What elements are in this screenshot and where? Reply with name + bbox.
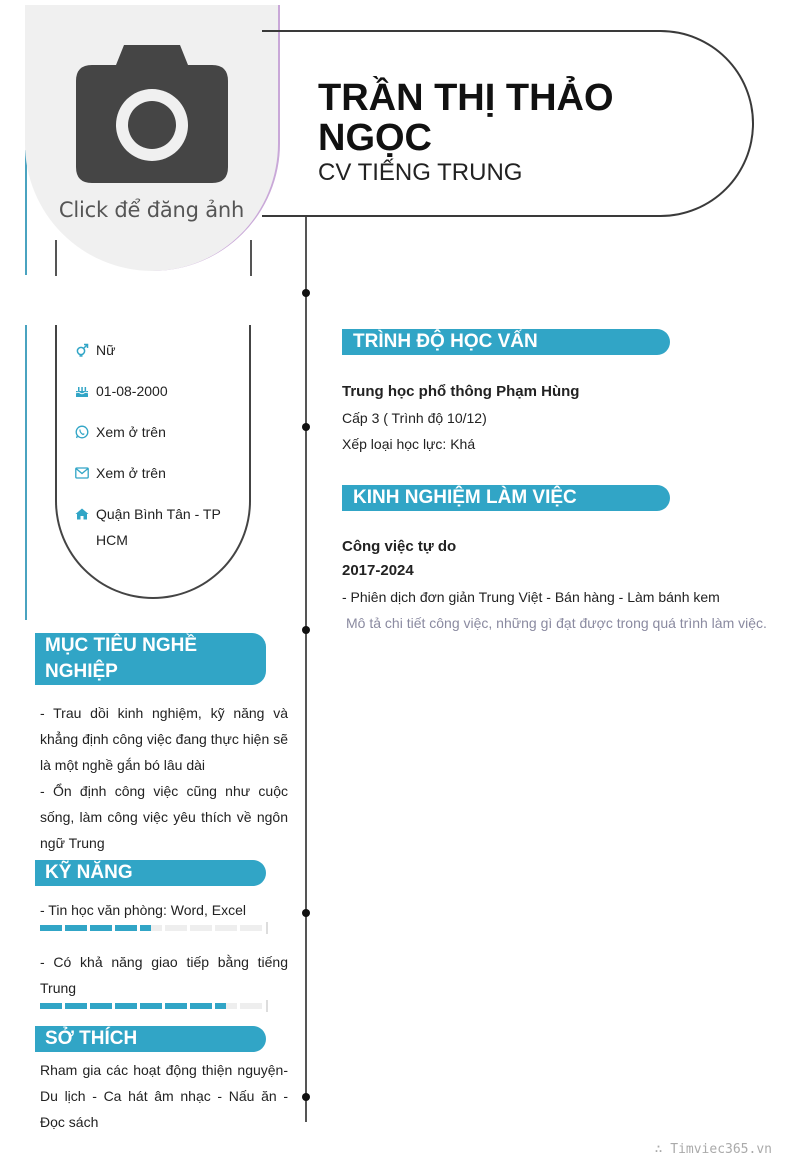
timeline-dot <box>302 909 310 917</box>
info-phone[interactable]: Xem ở trên <box>75 419 250 445</box>
education-heading[interactable]: TRÌNH ĐỘ HỌC VẤN <box>342 329 670 355</box>
timeline-dot <box>302 626 310 634</box>
objective-paragraph[interactable]: - Ổn định công việc cũng như cuộc sống, làm công việc yêu thích về ngôn ngữ Trung <box>40 783 288 851</box>
skill-level-bar <box>40 1002 268 1010</box>
hobbies-text[interactable]: Rham gia các hoạt động thiện nguyện- Du lịch - Ca hát âm nhạc - Nấu ăn - Đọc sách <box>40 1062 288 1130</box>
hobbies-heading[interactable]: SỞ THÍCH <box>35 1026 266 1052</box>
camera-icon <box>76 45 228 188</box>
experience-description-placeholder[interactable]: Mô tả chi tiết công việc, những gì đạt được trong quá trình làm việc. <box>346 615 767 631</box>
info-gender[interactable]: Nữ <box>75 337 250 363</box>
gender-icon <box>75 337 96 363</box>
experience-title[interactable]: Công việc tự do <box>342 538 457 555</box>
info-address[interactable]: Quận Bình Tân - TP HCM <box>75 501 250 553</box>
left-accent-line-bottom <box>25 325 27 620</box>
education-level[interactable]: Cấp 3 ( Trình độ 10/12) <box>342 410 487 426</box>
personal-info-list <box>75 337 250 561</box>
education-grade[interactable]: Xếp loại học lực: Khá <box>342 436 476 452</box>
experience-heading[interactable]: KINH NGHIỆM LÀM VIỆC <box>342 485 670 511</box>
skill-item[interactable]: - Có khả năng giao tiếp bằng tiếng Trung <box>40 954 288 996</box>
objective-heading[interactable]: MỤC TIÊU NGHỀ NGHIỆP <box>35 633 266 685</box>
bracket-line-left <box>55 240 57 276</box>
bracket-line-right <box>250 240 252 276</box>
birthday-cake-icon <box>75 378 96 404</box>
cv-subtitle[interactable]: CV TIẾNG TRUNG <box>318 159 523 186</box>
info-email[interactable]: Xem ở trên <box>75 460 250 486</box>
timeline-dot <box>302 423 310 431</box>
site-watermark: ∴ Timviec365.vn <box>654 1142 772 1157</box>
skills-heading[interactable]: KỸ NĂNG <box>35 860 266 886</box>
email-icon <box>75 460 96 486</box>
candidate-name[interactable]: TRẦN THỊ THẢO NGỌC <box>318 77 614 159</box>
skill-item[interactable]: - Tin học văn phòng: Word, Excel <box>40 902 246 918</box>
timeline-dot <box>302 1093 310 1101</box>
photo-upload-caption: Click để đăng ảnh <box>58 198 245 222</box>
experience-detail[interactable]: - Phiên dịch đơn giản Trung Việt - Bán hàng - Làm bánh kem <box>342 589 720 605</box>
timeline-line <box>305 217 307 1122</box>
education-school[interactable]: Trung học phổ thông Phạm Hùng <box>342 383 580 400</box>
skill-level-bar <box>40 924 268 932</box>
profile-photo-upload[interactable] <box>25 5 280 271</box>
experience-period[interactable]: 2017-2024 <box>342 562 414 579</box>
timeline-dot <box>302 289 310 297</box>
objective-paragraph[interactable]: - Trau dồi kinh nghiệm, kỹ năng và khẳng định công việc đang thực hiện sẽ là một nghề gắn bó lâu dài <box>40 705 288 773</box>
whatsapp-icon <box>75 419 96 445</box>
home-icon <box>75 501 96 527</box>
info-birthday[interactable]: 01-08-2000 <box>75 378 250 404</box>
